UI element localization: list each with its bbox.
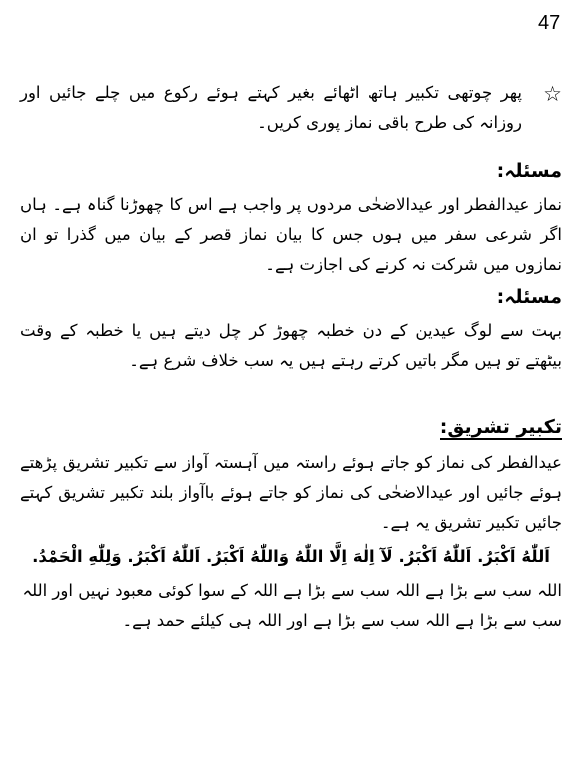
takbeer-translation: اللہ سب سے بڑا ہے اللہ سب سے بڑا ہے اللہ کے سوا کوئی معبود نہیں اور اللہ سب سے بڑا ہے اللہ سب سے بڑا ہے اور اللہ ہی کیلئے حمد ہے۔: [22, 581, 562, 630]
takbeer-heading: [20, 412, 562, 442]
takbeer-text: عیدالفطر کی نماز کو جاتے ہوئے راستہ میں آہستہ آواز سے تکبیر تشریق پڑھتے ہوئے جائیں اور عیدالاضحٰی کی نماز کو جاتے ہوئے باآواز بلند تکبیر تشریق کہتے جائیں تکبیر تشریق یہ ہے۔: [20, 453, 562, 532]
star-outline-icon: ☆: [543, 82, 562, 106]
masala-heading-1: مسئلہ:: [496, 160, 562, 182]
masala-text-2: بہت سے لوگ عیدین کے دن خطبہ چھوڑ کر چل دیتے ہیں یا خطبہ کے وقت بیٹھتے تو ہیں مگر باتیں کرتے رہتے ہیں یہ سب خلاف شرع ہے۔: [20, 321, 562, 370]
takbeer-heading-text: تکبیر تشریق:: [439, 416, 562, 438]
masala-heading-2: مسئلہ:: [496, 286, 562, 308]
bullet-paragraph: [20, 78, 562, 138]
bullet-paragraph-text: پھر چوتھی تکبیر ہاتھ اٹھائے بغیر کہتے ہوئے رکوع میں چلے جائیں اور روزانہ کی طرح باقی نماز پوری کریں۔: [20, 83, 522, 132]
masala-text-1: نماز عیدالفطر اور عیدالاضحٰی مردوں پر واجب ہے اس کا چھوڑنا گناہ ہے۔ ہاں اگر شرعی سفر میں ہوں جس کا بیان نماز قصر کے بیان میں گذرا تو ان نمازوں میں شرکت نہ کرنے کی اجازت ہے۔: [20, 195, 562, 274]
page-content: [20, 78, 562, 636]
takbeer-arabic: اَللّٰهُ اَكْبَرُ. اَللّٰهُ اَكْبَرُ. لَآ اِلٰهَ اِلَّا اللّٰهُ وَاللّٰهُ اَكْبَرُ. اَللّٰهُ اَكْبَرُ. وَلِلّٰهِ الْحَمْدُ.: [32, 547, 550, 566]
page-number: 47: [538, 12, 561, 34]
